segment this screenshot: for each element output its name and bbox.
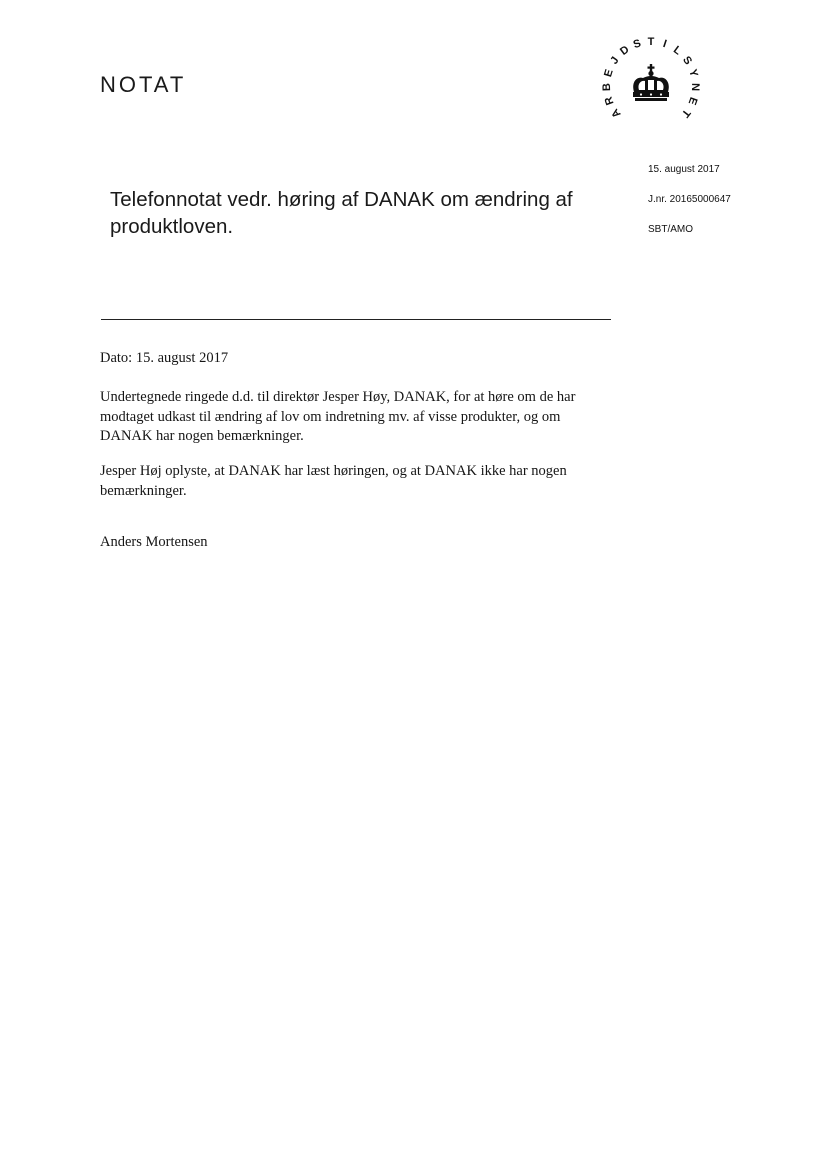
logo-letter: N <box>688 82 702 92</box>
logo-letter: J <box>608 54 622 67</box>
journal-number: J.nr. 20165000647 <box>648 194 731 205</box>
logo-letter: S <box>631 37 643 52</box>
title-divider <box>101 319 611 320</box>
logo-letter: Y <box>686 67 700 79</box>
document-type-heading: NOTAT <box>100 72 187 97</box>
arbejdstilsynet-logo <box>596 26 706 144</box>
body-paragraph-1: Undertegnede ringede d.d. til direktør Jesper Høy, DANAK, for at høre om de har modtaget udkast til ændring af lov om indretning mv. af visse produkter, og om DANAK har nogen bemærkninger. <box>100 389 576 444</box>
body-paragraph-2: Jesper Høj oplyste, at DANAK har læst høringen, og at DANAK ikke har nogen bemærkninger. <box>100 463 567 499</box>
logo-letter: D <box>618 43 632 58</box>
signature: Anders Mortensen <box>100 534 208 550</box>
logo-letter: A <box>609 106 624 120</box>
logo-letter: E <box>602 67 616 79</box>
crown-icon <box>633 64 669 101</box>
crown-seal-icon <box>596 26 706 144</box>
logo-letter: I <box>661 38 669 51</box>
logo-letter: S <box>679 54 695 68</box>
dato-line: Dato: 15. august 2017 <box>100 350 229 366</box>
logo-letter: R <box>602 95 617 107</box>
author-initials: SBT/AMO <box>648 224 694 235</box>
logo-letter: B <box>600 82 614 92</box>
logo-letter: L <box>670 43 684 58</box>
document-date: 15. august 2017 <box>648 164 720 175</box>
logo-letter: E <box>685 95 700 107</box>
logo-letter: T <box>647 36 655 48</box>
document-title: Telefonnotat vedr. høring af DANAK om ændring af produktloven. <box>110 188 573 238</box>
logo-letter: T <box>678 106 693 120</box>
